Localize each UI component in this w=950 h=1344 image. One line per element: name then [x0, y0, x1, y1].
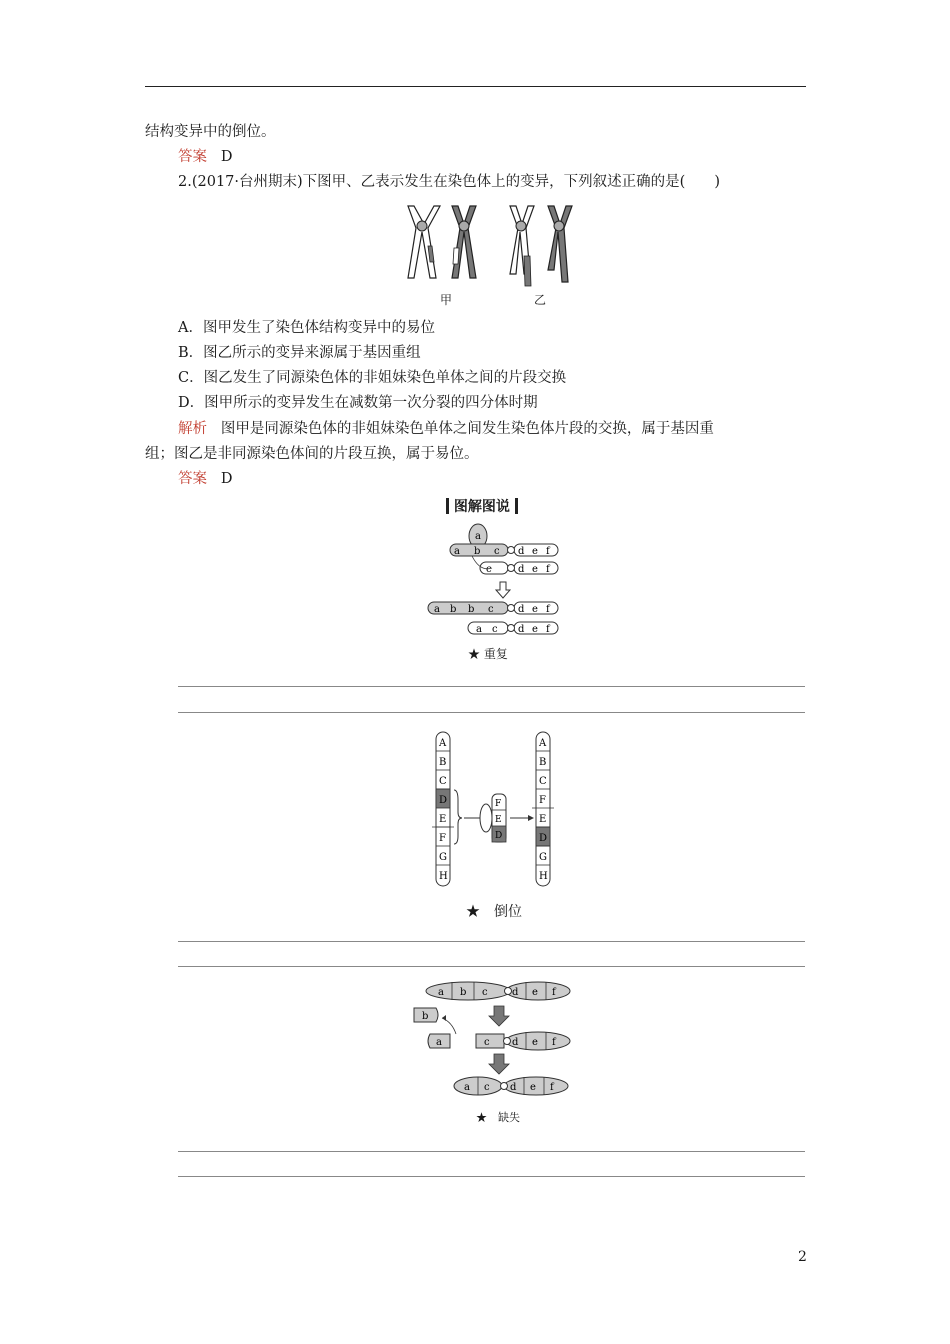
answer-label: 答案 — [178, 149, 207, 165]
dup-fragment-a-label: a — [475, 531, 481, 542]
section-heading-tujie: 图解图说 — [446, 496, 518, 516]
svg-text:c: c — [484, 1082, 490, 1093]
note-line-4 — [178, 966, 805, 967]
rotate-arrow-icon — [480, 804, 492, 832]
svg-text:F: F — [539, 795, 546, 806]
del-mid-chromosome — [476, 1032, 570, 1050]
svg-text:F: F — [495, 799, 502, 809]
svg-text:a: a — [454, 546, 460, 557]
answer-label: 答案 — [178, 471, 207, 487]
svg-text:e: e — [530, 1082, 536, 1093]
svg-text:b: b — [468, 604, 475, 615]
svg-text:A: A — [439, 738, 447, 749]
answer-value: D — [220, 149, 233, 165]
inv-mid-fragment — [492, 794, 506, 842]
dup-top-chromosome — [450, 544, 558, 557]
svg-text:a: a — [464, 1082, 470, 1093]
option-c: C．图乙发生了同源染色体的非姐妹染色单体之间的片段交换 — [178, 370, 567, 386]
analysis-line-1: 解析 图甲是同源染色体的非姐妹染色单体之间发生染色体片段的交换，属于基因重 — [178, 421, 714, 437]
svg-text:f: f — [546, 546, 550, 557]
del-top-chromosome — [426, 982, 570, 1000]
svg-text:e: e — [532, 546, 538, 557]
inversion-diagram — [428, 728, 558, 892]
svg-text:a: a — [436, 1037, 442, 1048]
svg-text:E: E — [495, 815, 502, 825]
svg-text:c: c — [492, 624, 498, 635]
svg-text:f: f — [546, 604, 550, 615]
svg-text:G: G — [439, 852, 447, 863]
svg-text:c: c — [486, 564, 492, 575]
jia-chromosome-1 — [408, 206, 440, 278]
svg-text:e: e — [532, 564, 538, 575]
answer-line-2 — [178, 469, 232, 489]
svg-text:d: d — [518, 624, 525, 635]
svg-text:A: A — [539, 738, 547, 749]
heading-bar-right — [515, 498, 518, 514]
dup-result-bottom-chromosome — [468, 622, 558, 635]
svg-text:a: a — [434, 604, 440, 615]
deletion-diagram — [408, 978, 578, 1098]
option-a: A．图甲发生了染色体结构变异中的易位 — [178, 320, 435, 336]
svg-text:D: D — [539, 833, 548, 844]
jia-chromosome-2 — [452, 206, 476, 278]
svg-text:e: e — [532, 1037, 538, 1048]
svg-text:a: a — [438, 987, 444, 998]
page-number: 2 — [798, 1249, 807, 1265]
question-stem: 2.(2017·台州期末)下图甲、乙表示发生在染色体上的变异，下列叙述正确的是( ) — [178, 174, 720, 190]
duplication-caption: ★ 重复 — [468, 647, 508, 661]
svg-text:e: e — [532, 987, 538, 998]
svg-text:f: f — [552, 987, 556, 998]
inversion-caption: ★ 倒位 — [466, 904, 522, 920]
del-fragment-a — [428, 1034, 450, 1048]
svg-text:b: b — [474, 546, 481, 557]
svg-text:d: d — [518, 564, 525, 575]
del-arrow-2-icon — [489, 1054, 509, 1074]
svg-text:f: f — [546, 624, 550, 635]
svg-text:c: c — [494, 546, 500, 557]
svg-text:d: d — [510, 1082, 517, 1093]
svg-text:d: d — [518, 604, 525, 615]
yi-chromosome-2 — [548, 206, 572, 282]
deletion-caption: ★ 缺失 — [476, 1111, 520, 1124]
del-result-chromosome — [454, 1077, 568, 1095]
inv-brace — [454, 790, 462, 844]
inv-left-chromosome — [432, 732, 454, 886]
answer-line-1 — [178, 147, 232, 167]
figure-label-yi: 乙 — [534, 293, 547, 307]
note-line-6 — [178, 1176, 805, 1177]
previous-answer-tail: 结构变异中的倒位。 — [145, 124, 276, 140]
inv-right-chromosome — [532, 732, 554, 886]
svg-text:b: b — [422, 1011, 429, 1022]
svg-text:e: e — [532, 624, 538, 635]
svg-text:b: b — [450, 604, 457, 615]
svg-text:H: H — [439, 871, 448, 882]
note-line-5 — [178, 1151, 805, 1152]
svg-text:f: f — [550, 1082, 554, 1093]
note-line-2 — [178, 712, 805, 713]
svg-text:f: f — [552, 1037, 556, 1048]
svg-text:d: d — [518, 546, 525, 557]
heading-bar-left — [446, 498, 449, 514]
svg-text:E: E — [539, 814, 547, 825]
chromosome-figure-jia-yi — [400, 200, 580, 312]
svg-text:c: c — [482, 987, 488, 998]
svg-text:B: B — [439, 757, 447, 768]
note-line-3 — [178, 941, 805, 942]
svg-text:d: d — [512, 1037, 519, 1048]
analysis-label: 解析 — [178, 421, 207, 437]
svg-text:H: H — [539, 871, 548, 882]
duplication-diagram — [420, 522, 570, 642]
svg-text:e: e — [532, 604, 538, 615]
svg-text:c: c — [488, 604, 494, 615]
figure-label-jia: 甲 — [440, 293, 453, 307]
svg-text:E: E — [439, 814, 447, 825]
option-d: D．图甲所示的变异发生在减数第一次分裂的四分体时期 — [178, 395, 538, 411]
svg-text:C: C — [539, 776, 547, 787]
header-rule — [145, 86, 806, 87]
analysis-line-2: 组；图乙是非同源染色体间的片段互换，属于易位。 — [145, 446, 479, 462]
note-line-1 — [178, 686, 805, 687]
svg-text:D: D — [495, 831, 503, 841]
answer-value: D — [220, 471, 233, 487]
svg-text:f: f — [546, 564, 550, 575]
dup-result-top-chromosome — [428, 602, 558, 615]
inv-arrow-icon — [528, 815, 534, 821]
svg-text:F: F — [439, 833, 446, 844]
dup-arrow-icon — [496, 582, 510, 598]
svg-text:d: d — [512, 987, 519, 998]
yi-chromosome-1 — [510, 206, 534, 286]
svg-text:G: G — [539, 852, 547, 863]
del-arrow-1-icon — [489, 1006, 509, 1026]
svg-text:a: a — [476, 624, 482, 635]
svg-text:b: b — [460, 987, 467, 998]
svg-text:c: c — [484, 1037, 490, 1048]
svg-text:B: B — [539, 757, 547, 768]
svg-text:C: C — [439, 776, 447, 787]
option-b: B．图乙所示的变异来源属于基因重组 — [178, 345, 421, 361]
svg-text:D: D — [439, 795, 448, 806]
del-fragment-b — [414, 1008, 438, 1022]
